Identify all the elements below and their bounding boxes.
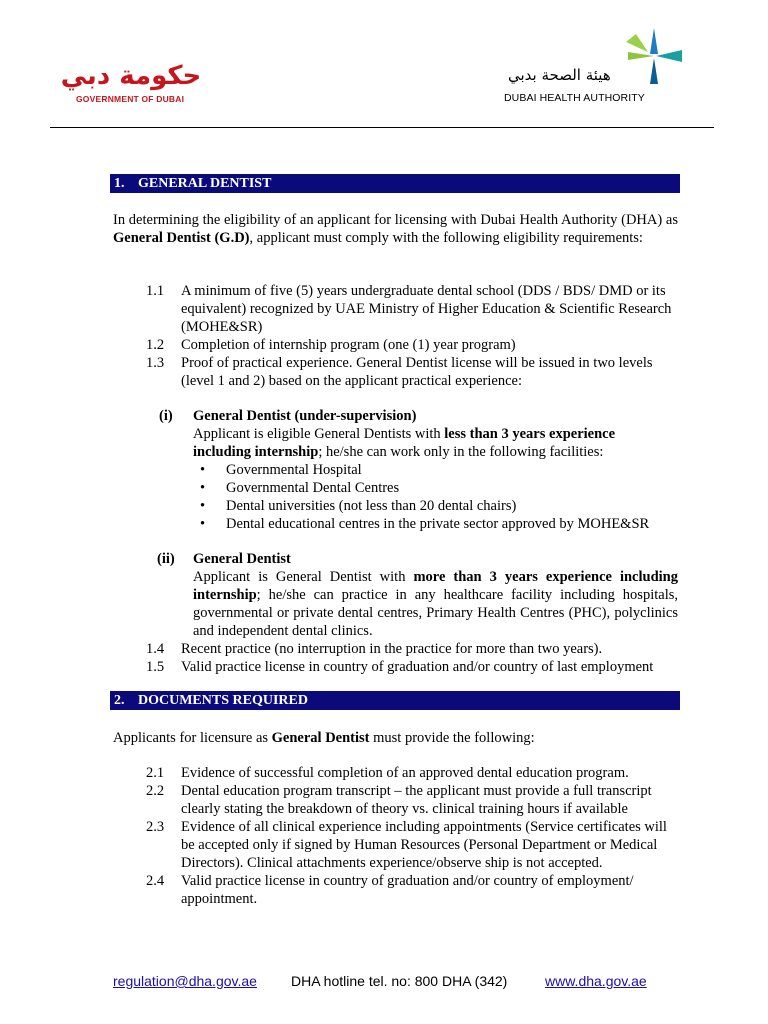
dubai-health-authority-logo [500,28,690,108]
section-1-title: GENERAL DENTIST [138,176,272,191]
level-2-description [193,568,678,640]
level-1-description [193,425,633,461]
section-1-heading-bar [110,174,680,193]
website-link[interactable]: www.dha.gov.ae [545,973,647,989]
facility-item [200,497,670,515]
requirement-1-3 [146,354,676,390]
intro-text-end: , applicant must comply with the following eligibility requirements: [249,230,643,246]
requirement-1-1 [146,282,676,336]
document-2-4 [146,872,676,908]
intro-bold-role: General Dentist [271,730,370,746]
level-2-title: General Dentist [193,551,291,567]
intro-text-end: must provide the following: [369,730,535,746]
dha-english-name: DUBAI HEALTH AUTHORITY [504,92,645,104]
facility-label: Dental educational centres in the private sector approved by MOHE&SR [226,516,650,532]
hotline-text: DHA hotline tel. no: 800 DHA (342) [291,973,508,989]
section-2-heading-bar [110,691,680,710]
level-2-text-end: ; he/she can practice in any healthcare facility including hospitals, governmental or private dental centres, Primary Health Centres (PHC), polyclinics and independent dental clinics. [193,587,678,639]
level-1-number: (i) [159,408,173,424]
bullet-icon: • [200,498,206,514]
item-text: Completion of internship program (one (1) year program) [181,337,516,353]
item-number: 1.4 [146,641,165,657]
dha-arrow-mark-icon [620,28,688,84]
document-2-1 [146,764,676,782]
item-text: Dental education program transcript – the applicant must provide a full transcript clearly stating the breakdown of theory vs. clinical training hours if available [181,783,652,817]
header-divider [50,127,714,128]
page-footer [0,973,768,993]
item-number: 2.4 [146,873,165,889]
item-number: 1.3 [146,355,165,371]
facility-item [200,461,670,479]
intro-text: In determining the eligibility of an applicant for licensing with Dubai Health Authority (DHA) as [113,212,678,228]
item-text: Evidence of successful completion of an approved dental education program. [181,765,629,781]
facility-label: Governmental Dental Centres [226,480,400,496]
government-of-dubai-label: GOVERNMENT OF DUBAI [76,94,185,104]
government-of-dubai-logo [60,58,202,108]
level-2-number: (ii) [157,551,175,567]
item-number: 1.5 [146,659,165,675]
item-number: 1.2 [146,337,165,353]
facility-item [200,515,670,533]
requirement-1-4 [146,640,676,658]
bullet-icon: • [200,462,206,478]
item-number: 2.2 [146,783,165,799]
level-2-bold: more than 3 years experience including internship [193,569,678,603]
document-2-2 [146,782,676,818]
item-text: Valid practice license in country of graduation and/or country of employment/ appointment. [181,873,634,907]
section-1-number: 1. [114,176,125,191]
bullet-icon: • [200,516,206,532]
level-1-text-end: ; he/she can work only in the following facilities: [318,444,604,460]
requirement-1-2 [146,336,676,354]
facility-label: Governmental Hospital [226,462,362,478]
dha-arabic-name: هيئة الصحة بدبي [508,66,611,84]
requirement-1-5 [146,658,681,676]
level-2-text: Applicant is General Dentist with [193,569,414,585]
item-text: Valid practice license in country of graduation and/or country of last employment [181,659,654,675]
level-1-title: General Dentist (under-supervision) [193,408,417,424]
level-1-text: Applicant is eligible General Dentists with [193,426,445,442]
facility-label: Dental universities (not less than 20 dental chairs) [226,498,517,514]
gov-arabic-calligraphy-logo [60,58,202,91]
email-link[interactable]: regulation@dha.gov.ae [113,973,257,989]
section-2-intro [113,729,678,747]
section-2-title: DOCUMENTS REQUIRED [138,693,308,708]
item-text: Recent practice (no interruption in the practice for more than two years). [181,641,603,657]
svg-text:حكومة دبي: حكومة دبي [60,61,202,91]
level-1-bold: less than 3 years experience including internship [193,426,616,460]
item-number: 1.1 [146,283,165,299]
intro-bold-role: General Dentist (G.D) [113,230,250,246]
section-1-intro [113,211,678,247]
intro-text: Applicants for licensure as [113,730,272,746]
section-2-number: 2. [114,693,125,708]
facility-item [200,479,670,497]
item-text: Evidence of all clinical experience including appointments (Service certificates will be accepted only if signed by Human Resources (Personal Department or Medical Directors). Clinical attachments experience/observe ship is not accepted. [181,819,667,871]
item-text: Proof of practical experience. General Dentist license will be issued in two levels (level 1 and 2) based on the applicant practical experience: [181,355,653,389]
item-number: 2.1 [146,765,165,781]
document-2-3 [146,818,676,872]
item-number: 2.3 [146,819,165,835]
bullet-icon: • [200,480,206,496]
item-text: A minimum of five (5) years undergraduate dental school (DDS / BDS/ DMD or its equivalent) recognized by UAE Ministry of Higher Education & Scientific Research (MOHE&SR) [181,283,672,335]
